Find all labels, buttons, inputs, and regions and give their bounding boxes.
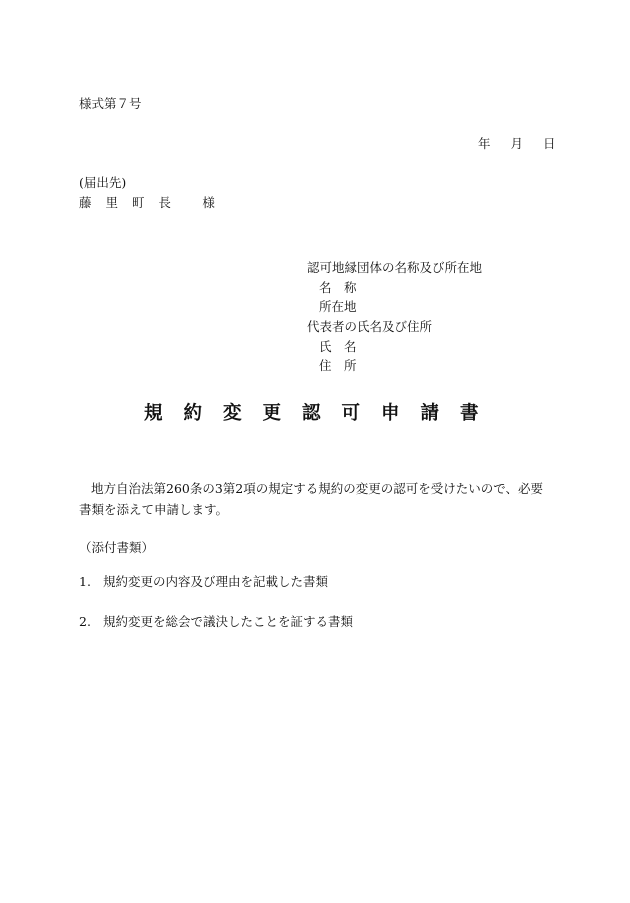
attachment-number: 1. [79,574,91,589]
group-name-label: 名 称 [319,279,357,295]
document-title: 規約変更認可申請書 [144,403,500,424]
date-line [478,138,556,151]
applicant-block [307,258,482,376]
attachment-text: 規約変更の内容及び理由を記載した書類 [103,574,329,589]
representative-heading: 代表者の氏名及び住所 [307,319,433,335]
representative-name-label: 氏 名 [319,338,357,354]
body-paragraph: 地方自治法第260条の3第2項の規定する規約の変更の認可を受けたいので、必要書類を添えて申請します。 [79,481,544,517]
attachment-item [79,576,328,589]
date-day: 日 [543,136,556,151]
form-number: 様式第７号 [79,96,142,111]
date-year: 年 [478,136,491,151]
representative-address-label: 住 所 [319,358,357,374]
date-month: 月 [510,136,524,151]
destination-name: 藤 里 町 長 様 [79,195,220,210]
destination-label: (届出先) [79,175,127,190]
attachment-number: 2. [79,614,91,629]
attachment-item [79,616,353,629]
group-heading: 認可地縁団体の名称及び所在地 [307,260,483,275]
attachment-text: 規約変更を総会で議決したことを証する書類 [103,614,354,629]
attachments-label: （添付書類） [79,540,155,555]
group-address-label: 所在地 [319,299,357,315]
